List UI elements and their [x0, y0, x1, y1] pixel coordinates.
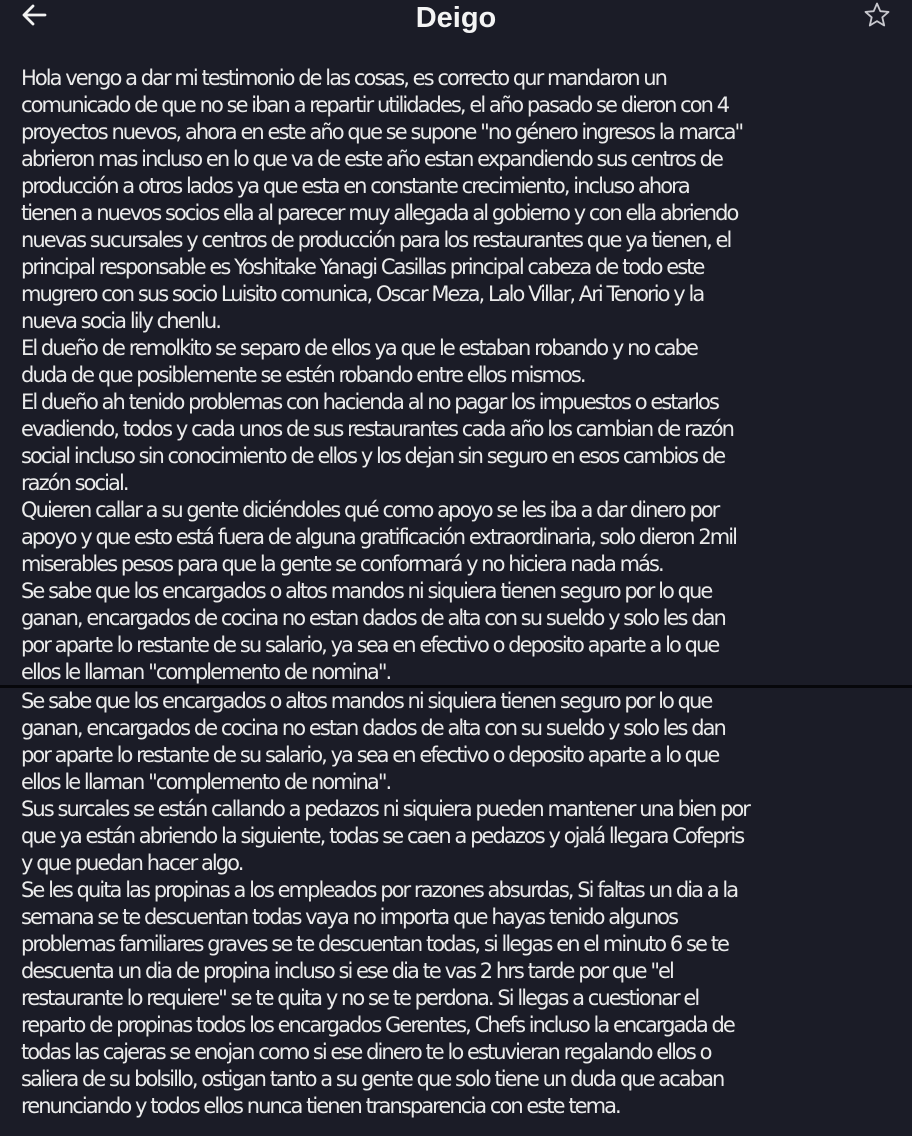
text-line: razón social.: [21, 471, 128, 495]
review-text-bottom: [21, 688, 901, 1120]
text-line: Se les quita las propinas a los empleados por razones absurdas, Si faltas un dia a la: [21, 878, 738, 902]
text-line: principal responsable es Yoshitake Yanagi Casillas principal cabeza de todo este: [21, 255, 704, 279]
text-line: producción a otros lados ya que esta en constante crecimiento, incluso ahora: [21, 174, 689, 198]
text-line: saliera de su bolsillo, ostigan tanto a su gente que solo tiene un duda que acaban: [21, 1067, 724, 1091]
text-line: reparto de propinas todos los encargados Gerentes, Chefs incluso la encargada de: [21, 1013, 734, 1037]
text-line: apoyo y que esto está fuera de alguna gratificación extraordinaria, solo dieron 2mil: [21, 525, 737, 549]
text-line: ellos le llaman "complemento de nomina".: [21, 770, 391, 794]
text-line: por aparte lo restante de su salario, ya sea en efectivo o deposito aparte a lo que: [21, 743, 719, 767]
text-line: comunicado de que no se iban a repartir utilidades, el año pasado se dieron con 4: [21, 93, 729, 117]
text-line: Se sabe que los encargados o altos mandos ni siquiera tienen seguro por lo que: [21, 579, 712, 603]
text-line: ellos le llaman "complemento de nomina".: [21, 660, 391, 684]
text-line: abrieron mas incluso en lo que va de este año estan expandiendo sus centros de: [21, 147, 722, 171]
text-line: por aparte lo restante de su salario, ya sea en efectivo o deposito aparte a lo que: [21, 633, 719, 657]
review-text-top: [21, 65, 901, 685]
text-line: proyectos nuevos, ahora en este año que se supone "no género ingresos la marca": [21, 120, 743, 144]
text-line: mugrero con sus socio Luisito comunica, Oscar Meza, Lalo Villar, Ari Tenorio y la: [21, 282, 704, 306]
text-line: renunciando y todos ellos nunca tienen transparencia con este tema.: [21, 1094, 620, 1118]
star-outline-icon: [863, 1, 891, 33]
text-line: restaurante lo requiere" se te quita y no se te perdona. Si llegas a cuestionar el: [21, 986, 699, 1010]
text-line: Hola vengo a dar mi testimonio de las cosas, es correcto qur mandaron un: [21, 66, 667, 90]
text-line: nueva socia lily chenlu.: [21, 309, 220, 333]
text-line: tienen a nuevos socios ella al parecer muy allegada al gobierno y con ella abriendo: [21, 201, 738, 225]
text-line: ganan, encargados de cocina no estan dados de alta con su sueldo y solo les dan: [21, 606, 725, 630]
text-line: Se sabe que los encargados o altos mandos ni siquiera tienen seguro por lo que: [21, 689, 712, 713]
text-line: Sus surcales se están callando a pedazos ni siquiera pueden mantener una bien por: [21, 797, 749, 821]
text-line: Quieren callar a su gente diciéndoles qué como apoyo se les iba a dar dinero por: [21, 498, 719, 522]
text-line: miserables pesos para que la gente se conformará y no hiciera nada más.: [21, 552, 663, 576]
text-line: descuenta un dia de propina incluso si ese dia te vas 2 hrs tarde por que "el: [21, 959, 673, 983]
text-line: ganan, encargados de cocina no estan dados de alta con su sueldo y solo les dan: [21, 716, 725, 740]
text-line: social incluso sin conocimiento de ellos y los dejan sin seguro en esos cambios de: [21, 444, 725, 468]
text-line: semana se te descuentan todas vaya no importa que hayas tenido algunos: [21, 905, 678, 929]
text-line: evadiendo, todos y cada unos de sus restaurantes cada año los cambian de razón: [21, 417, 733, 441]
text-line: y que puedan hacer algo.: [21, 851, 243, 875]
text-line: que ya están abriendo la siguiente, todas se caen a pedazos y ojalá llegara Cofepris: [21, 824, 744, 848]
bottom-screenshot-panel: [0, 688, 912, 1136]
text-line: problemas familiares graves se te descuentan todas, si llegas en el minuto 6 se te: [21, 932, 728, 956]
page-title: Deigo: [415, 2, 497, 34]
text-line: El dueño ah tenido problemas con hacienda al no pagar los impuestos o estarlos: [21, 390, 718, 414]
text-line: duda de que posiblemente se estén robando entre ellos mismos.: [21, 363, 585, 387]
text-line: El dueño de remolkito se separo de ellos ya que le estaban robando y no cabe: [21, 336, 697, 360]
text-line: nuevas sucursales y centros de producción para los restaurantes que ya tienen, el: [21, 228, 731, 252]
text-line: todas las cajeras se enojan como si ese dinero te lo estuvieran regalando ellos o: [21, 1040, 711, 1064]
app-header: [0, 0, 912, 36]
favorite-button[interactable]: [862, 2, 892, 32]
